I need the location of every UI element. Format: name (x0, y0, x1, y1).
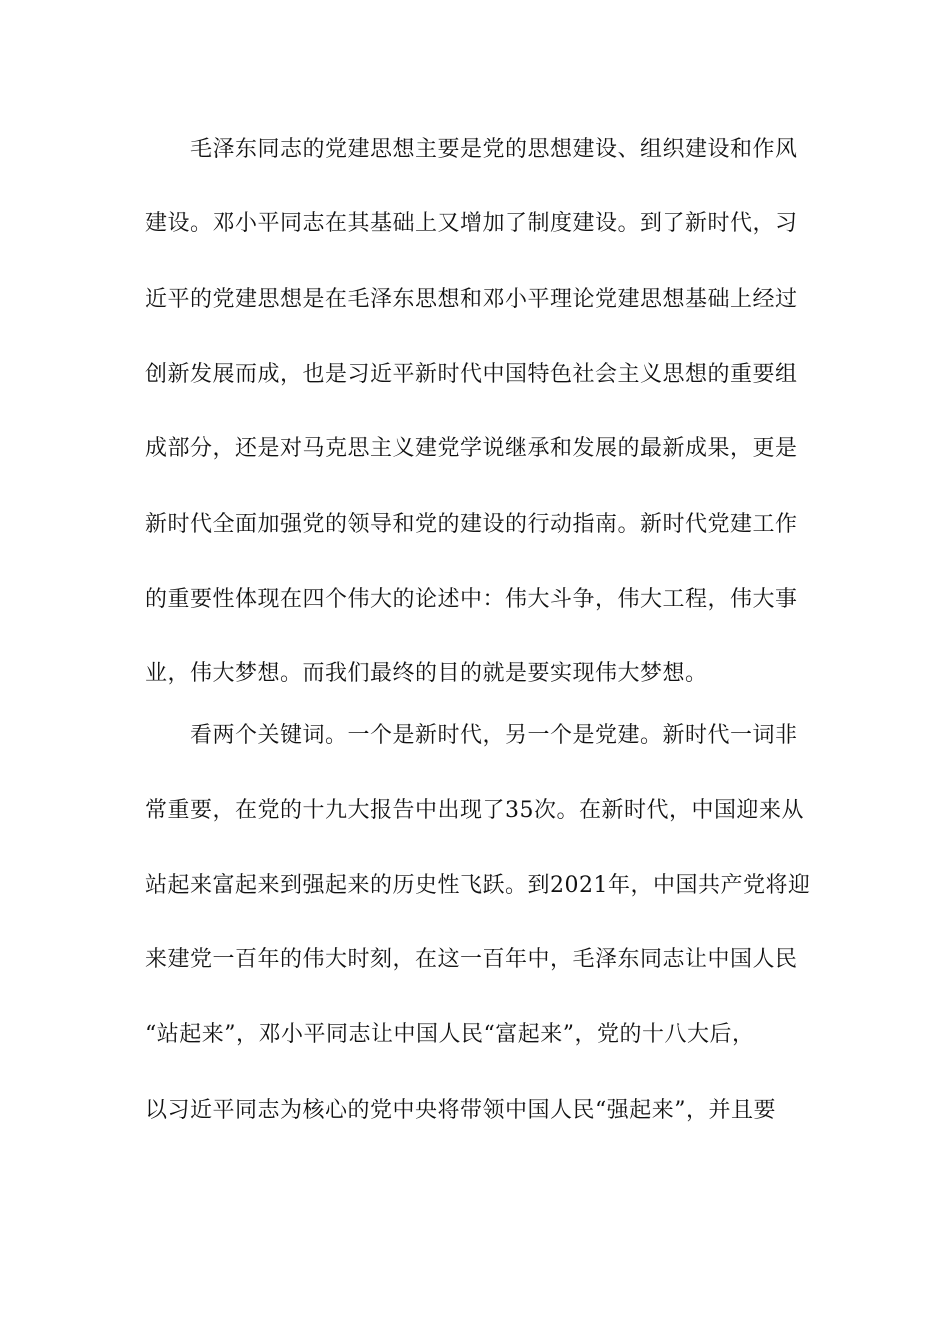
text-line: 站起来富起来到强起来的历史性飞跃。到2021年，中国共产党将迎 (145, 873, 811, 898)
text-line: 成部分，还是对马克思主义建党学说继承和发展的最新成果，更是 (145, 436, 798, 461)
text-line: 的重要性体现在四个伟大的论述中：伟大斗争，伟大工程，伟大事 (145, 587, 798, 612)
text-line: 以习近平同志为核心的党中央将带领中国人民“强起来”，并且要 (145, 1098, 776, 1123)
text-line: 毛泽东同志的党建思想主要是党的思想建设、组织建设和作风 (190, 137, 798, 162)
text-line: 常重要，在党的十九大报告中出现了35次。在新时代，中国迎来从 (145, 798, 804, 823)
text-line: “站起来”，邓小平同志让中国人民“富起来”，党的十八大后， (145, 1022, 755, 1047)
text-line: 创新发展而成，也是习近平新时代中国特色社会主义思想的重要组 (145, 362, 798, 387)
text-line: 看两个关键词。一个是新时代，另一个是党建。新时代一词非 (190, 723, 798, 748)
text-line: 建设。邓小平同志在其基础上又增加了制度建设。到了新时代，习 (145, 211, 798, 236)
text-line: 来建党一百年的伟大时刻，在这一百年中，毛泽东同志让中国人民 (145, 947, 798, 972)
text-line: 近平的党建思想是在毛泽东思想和邓小平理论党建思想基础上经过 (145, 287, 798, 312)
text-line: 新时代全面加强党的领导和党的建设的行动指南。新时代党建工作 (145, 512, 798, 537)
text-line: 业，伟大梦想。而我们最终的目的就是要实现伟大梦想。 (145, 661, 708, 686)
